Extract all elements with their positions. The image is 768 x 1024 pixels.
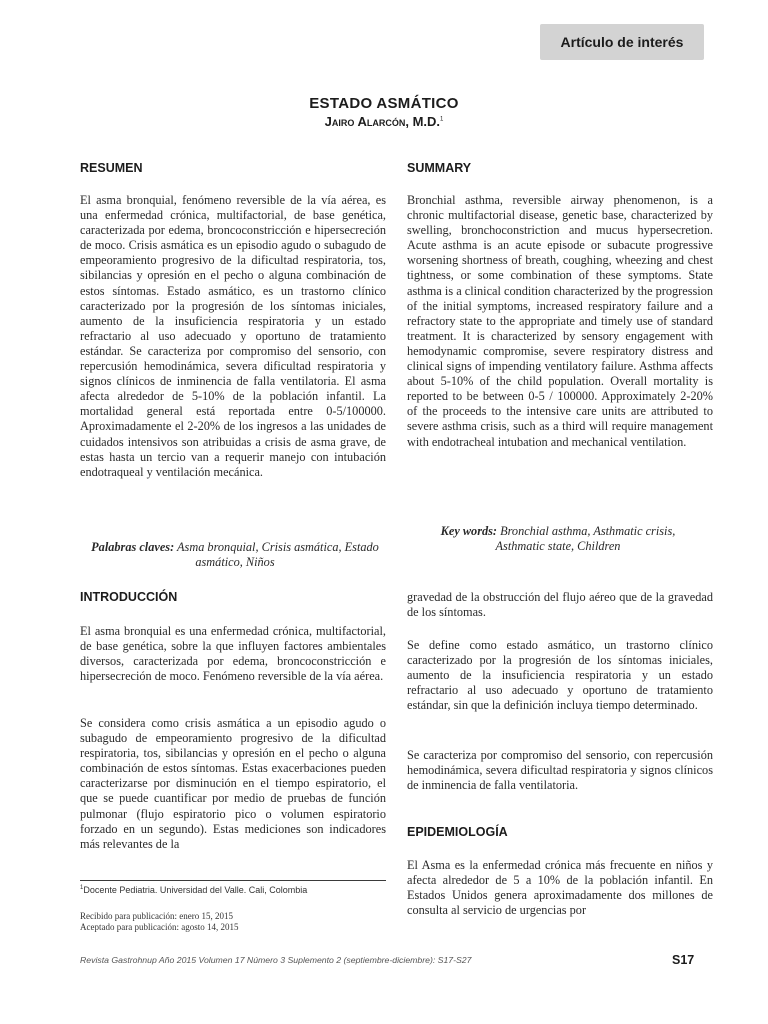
- introduccion-p1-block: [80, 624, 386, 684]
- resumen-keywords-text: Asma bronquial, Crisis asmática, Estado asmático, Niños: [174, 540, 379, 569]
- epidemiologia-heading: EPIDEMIOLOGÍA: [407, 825, 508, 839]
- author-affiliation-marker: 1: [440, 116, 444, 123]
- introduccion-paragraph-1: El asma bronquial es una enfermedad crónica, multifactorial, de base genética, sobre la que influyen factores ambientales diversos, caracterizada por edema, broncoconstricción e hipersecreción de moco. Fenómeno reversible de la vía aérea.: [80, 624, 386, 684]
- summary-keywords-label: Key words:: [440, 524, 498, 538]
- introduccion-paragraph-2: Se considera como crisis asmática a un episodio agudo o subagudo de empeoramiento progresivo de la dificultad respiratoria, tos, sibilancias y opresión en el pecho o alguna combinación de estos síntomas. Estas exacerbaciones pueden caracterizarse por disminución en el tiempo espiratorio, el que se puede cuantificar por medio de pruebas de función pulmonar (flujo espiratorio pico o volumen espiratorio forzado en un segundo). Estas mediciones son indicadores más relevantes de la: [80, 716, 386, 851]
- introduccion-p3-block: [407, 590, 713, 620]
- summary-keywords: [418, 524, 698, 554]
- epidemiologia-section: [407, 825, 713, 839]
- footnote-affiliation: [80, 885, 386, 895]
- summary-keywords-block: [418, 524, 698, 554]
- introduccion-paragraph-4: Se define como estado asmático, un trastorno clínico caracterizado por la progresión de los síntomas iniciales, aumento de la insuficiencia respiratoria y un estado refractario al uso adecuado y oportuno de tratamiento estándar, sin que la definición incluya tiempo determinado.: [407, 638, 713, 713]
- introduccion-p5-block: [407, 748, 713, 793]
- footnote-marker: 1: [80, 885, 84, 891]
- summary-body-block: [407, 193, 713, 450]
- epidemiologia-p1-block: [407, 858, 713, 918]
- author-degree: , M.D.: [405, 114, 441, 129]
- epidemiologia-paragraph-1: El Asma es la enfermedad crónica más frecuente en niños y afecta alrededor de 5 a 10% de la población infantil. En Estados Unidos genera aproximadamente dos millones de consulta al servicio de urgencias por: [407, 858, 713, 918]
- footnote-rule: [80, 880, 386, 881]
- summary-body: Bronchial asthma, reversible airway phenomenon, is a chronic multifactorial disease, genetic base, characterized by swelling, bronchoconstriction and mucus hypersecretion. Acute asthma is an acute episode or subacute progressive worsening shortness of breath, coughing, wheezing and chest tightness, or some combination of these symptoms. State asthma is a clinical condition characterized by the progression of the initial symptoms, increased respiratory failure and a refractory state to the appropriate and timely use of standard treatment. It is characterized by sensory engagement with hemodynamic compromise, severe respiratory distress and clinical signs of impending ventilatory failure. Asthma affects about 5-10% of the child population. Overall mortality is reported to be between 0-5 / 100000. Approximately 2-20% of the proceeds to the intensive care units are attributed to severe asthma crisis, such as a third will require management with endotracheal intubation and mechanical ventilation.: [407, 193, 713, 449]
- publication-dates: [80, 911, 386, 933]
- summary-section: [407, 161, 713, 175]
- resumen-keywords-block: [88, 540, 382, 570]
- journal-citation: Revista Gastrohnup Año 2015 Volumen 17 Número 3 Suplemento 2 (septiembre-diciembre): S17-S27: [80, 955, 472, 965]
- page-number: S17: [672, 953, 695, 967]
- author-line: [0, 114, 768, 129]
- resumen-body-block: [80, 193, 386, 480]
- introduccion-section: [80, 590, 386, 604]
- summary-keywords-text: Bronchial asthma, Asthmatic crisis, Asthmatic state, Children: [495, 524, 676, 553]
- article-title: ESTADO ASMÁTICO: [309, 95, 459, 112]
- received-date: Recibido para publicación: enero 15, 2015: [80, 911, 233, 921]
- resumen-body: El asma bronquial, fenómeno reversible de la vía aérea, es una enfermedad crónica, multifactorial, de base genética, caracterizada por edema, broncoconstricción e hipersecreción de moco. Crisis asmática es un episodio agudo o subagudo de empeoramiento progresivo de la dificultad respiratoria, tos, sibilancias y opresión en el pecho o alguna combinación de estos síntomas. Estado asmático, es un trastorno clínico caracterizado por la progresión de los síntomas iniciales, aumento de la insuficiencia respiratoria y un estado refractario al uso adecuado y oportuno de tratamiento estándar. Se caracteriza por compromiso del sensorio, con repercusión hemodinámica, severa dificultad respiratoria y signos clínicos de inminencia de falla ventilatoria. El asma afecta alrededor de 5-10% de la población infantil. La mortalidad general está reportada entre 0-5/100000. Aproximadamente el 2-20% de los ingresos a las unidades de cuidados intensivos son atribuidas a crisis de asma grave, de estas hasta un tercio van a requerir manejo con intubación endotraqueal y ventilación mecánica.: [80, 193, 386, 479]
- summary-heading: SUMMARY: [407, 161, 472, 175]
- introduccion-paragraph-3: gravedad de la obstrucción del flujo aéreo que de la gravedad de los síntomas.: [407, 590, 713, 620]
- section-badge: Artículo de interés: [540, 24, 704, 60]
- introduccion-heading: INTRODUCCIÓN: [80, 590, 178, 604]
- accepted-date: Aceptado para publicación: agosto 14, 2015: [80, 922, 239, 932]
- resumen-keywords-label: Palabras claves:: [91, 540, 175, 554]
- author-name: Jairo Alarcón: [324, 114, 406, 129]
- introduccion-paragraph-5: Se caracteriza por compromiso del sensorio, con repercusión hemodinámica, severa dificultad respiratoria y signos clínicos de inminencia de falla ventilatoria.: [407, 748, 713, 793]
- introduccion-p4-block: [407, 638, 713, 713]
- introduccion-p2-block: [80, 716, 386, 852]
- resumen-keywords: [88, 540, 382, 570]
- footnote-text: Docente Pediatria. Universidad del Valle. Cali, Colombia: [83, 885, 308, 895]
- resumen-heading: RESUMEN: [80, 161, 143, 175]
- resumen-section: [80, 161, 386, 175]
